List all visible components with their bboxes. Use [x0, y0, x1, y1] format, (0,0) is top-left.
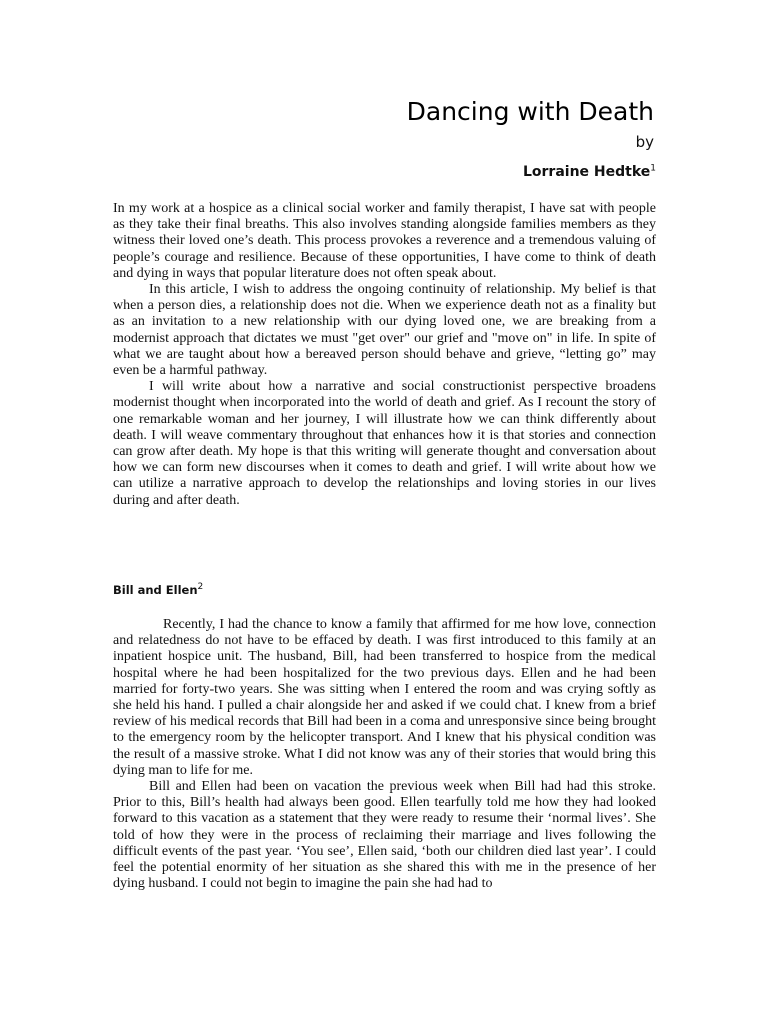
- story-paragraph-2: Bill and Ellen had been on vacation the previous week when Bill had had this stroke. Prior to this, Bill’s health had always been good. Ellen tearfully told me how they had looked forward to this vacation as a statement that they were ready to resume their ‘normal lives’. She told of how they were in the process of reclaiming their marriage and lives following the difficult events of the past year. ‘You see’, Ellen said, ‘both our children died last year’. I could feel the potential enormity of her situation as she shared this with me in the presence of her dying husband. I could not begin to imagine the pain she had had to: [113, 779, 656, 892]
- author-footnote-marker: 1: [650, 163, 656, 174]
- intro-paragraph-1: In my work at a hospice as a clinical social worker and family therapist, I have sat with people as they take their final breaths. This also involves standing alongside families members as they witness their loved one’s death. This process provokes a reverence and a tremendous valuing of people’s courage and resilience. Because of these opportunities, I have come to think of death and dying in ways that popular literature does not often speak about.: [113, 201, 656, 281]
- author-name-text: Lorraine Hedtke: [522, 164, 651, 180]
- section-heading: [113, 582, 203, 598]
- intro-paragraph-2: In this article, I wish to address the ongoing continuity of relationship. My belief is that when a person dies, a relationship does not die. When we experience death not as a finality but as an invitation to a new relationship with our dying loved one, we are breaking from a modernist approach that dictates we must "get over" our grief and "move on" in life. In spite of what we are taught about how a bereaved person should behave and grieve, “letting go” may even be a harmful pathway.: [113, 282, 656, 379]
- section-heading-footnote-marker: 2: [197, 582, 204, 593]
- story-section: [113, 617, 656, 892]
- author-name: [523, 162, 656, 182]
- intro-section: [113, 201, 656, 509]
- story-paragraph-1: Recently, I had the chance to know a family that affirmed for me how love, connection and relatedness do not have to be effaced by death. I was first introduced to this family at an inpatient hospice unit. The husband, Bill, had been transferred to hospice from the medical hospital where he had been hospitalized for the two previous days. Ellen and he had been married for forty-two years. She was sitting when I entered the room and was crying softly as she held his hand. I pulled a chair alongside her and asked if we could chat. I knew from a brief review of his medical records that Bill had been in a coma and unresponsive since being brought to the emergency room by the helicopter transport. And I knew that his physical condition was the result of a massive stroke. What I did not know was any of their stories that would bring this dying man to life for me.: [113, 617, 656, 778]
- byline-by: by: [635, 133, 654, 151]
- intro-paragraph-3: I will write about how a narrative and social constructionist perspective broadens modernist thought when incorporated into the world of death and grief. As I recount the story of one remarkable woman and her journey, I will illustrate how we can think differently about death. I will weave commentary throughout that enhances how it is that stories and connection can grow after death. My hope is that this writing will generate thought and conversation about how we can form new discourses when it comes to death and grief. I will write about how we can utilize a narrative approach to develop the relationships and loving stories in our lives during and after death.: [113, 379, 656, 508]
- article-title: Dancing with Death: [406, 97, 654, 126]
- section-heading-text: Bill and Ellen: [113, 583, 198, 597]
